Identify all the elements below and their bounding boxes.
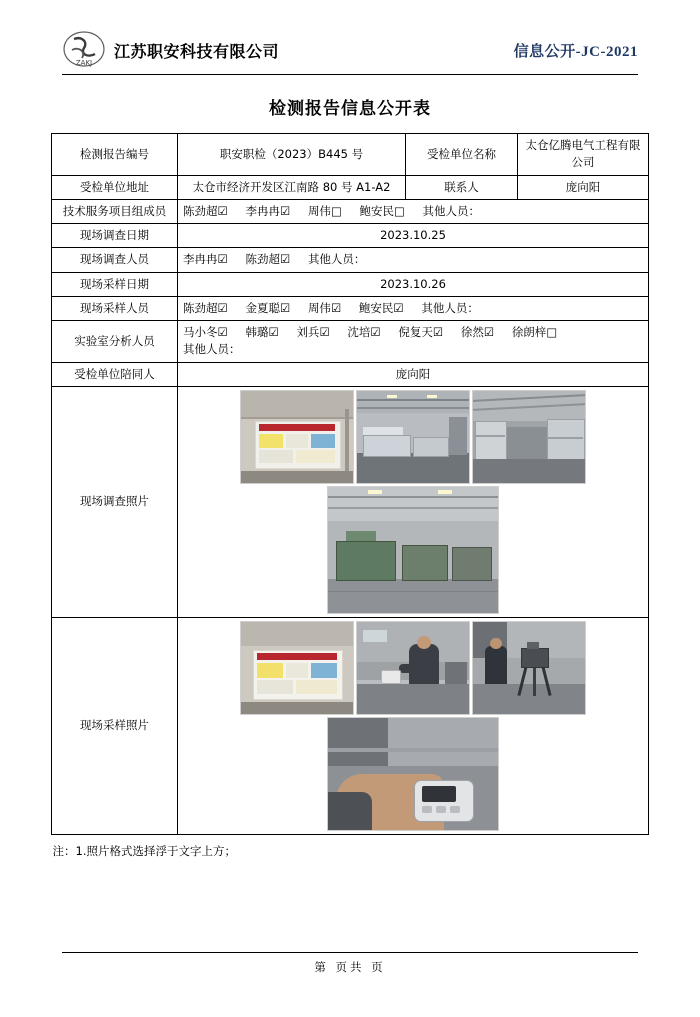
team-label: 技术服务项目组成员 [52,199,178,223]
table-row-survey-photos [52,386,649,617]
client-addr-value: 太仓市经济开发区江南路 80 号 A1-A2 [178,175,406,199]
survey-date-value: 2023.10.25 [178,224,649,248]
sampling-person-1: 金夏聪☑ [245,300,291,315]
photo-survey-workshop-panels [356,390,470,484]
photo-sampling-tripod-instrument [472,621,586,715]
page-number: 第 页共 页 [314,960,386,974]
lab-people-line-2 [183,341,643,358]
team-members-cell [178,199,649,223]
lab-person-2: 刘兵☑ [296,325,330,339]
lab-person-3: 沈培☑ [347,325,381,339]
table-row [52,248,649,272]
document-header [62,28,638,74]
contact-label: 联系人 [406,175,518,199]
page-title: 检测报告信息公开表 [269,99,431,119]
photo-survey-notice-board [240,390,354,484]
table-row [52,224,649,248]
survey-date-label: 现场调查日期 [52,224,178,248]
team-member-1: 李冉冉☑ [245,203,291,218]
table-row [52,272,649,296]
footer-divider [62,952,638,953]
lab-person-6: 徐朗梓□ [511,325,558,339]
survey-people-cell [178,248,649,272]
sampling-date-label: 现场采样日期 [52,272,178,296]
company-name: 江苏职安科技有限公司 [114,41,280,61]
survey-photos-cell [178,386,649,617]
survey-person-1: 陈劲超☑ [245,252,291,267]
report-no-label: 检测报告编号 [52,134,178,176]
sampling-person-2: 周伟☑ [307,300,342,315]
header-divider [62,74,638,75]
lab-people-label: 实验室分析人员 [52,321,178,363]
report-no-value: 职安职检（2023）B445 号 [178,134,406,176]
photo-sampling-worker-bench [356,621,470,715]
survey-person-0: 李冉冉☑ [183,252,228,267]
page-footer [62,952,638,975]
sampling-other-label: 其他人员： [421,300,479,315]
photo-survey-machines [327,486,499,614]
photo-survey-workshop-aisle [472,390,586,484]
table-footnote: 注：1.照片格式选择浮于文字上方； [52,843,236,858]
accompany-label: 受检单位陪同人 [52,362,178,386]
client-name-value: 太仓亿腾电气工程有限公司 [518,134,649,176]
report-info-table [51,133,649,835]
table-row [52,362,649,386]
table-row [52,175,649,199]
survey-people-label: 现场调查人员 [52,248,178,272]
sampling-people-cell [178,296,649,320]
document-code: 信息公开-JC-2021 [513,43,638,60]
svg-text:ZAKJ: ZAKJ [75,59,93,67]
lab-person-1: 韩璐☑ [245,325,279,339]
lab-people-line-1 [183,324,643,341]
survey-other-label: 其他人员： [307,252,366,267]
client-addr-label: 受检单位地址 [52,175,178,199]
sampling-person-3: 鲍安民☑ [358,300,404,315]
team-member-0: 陈劲超☑ [183,203,228,218]
table-row-sampling-photos [52,617,649,834]
table-row [52,134,649,176]
sampling-date-value: 2023.10.26 [178,272,649,296]
lab-person-4: 倪复天☑ [398,325,444,339]
team-other-label: 其他人员： [422,203,480,218]
document-page [0,28,700,1017]
table-row [52,321,649,363]
survey-photos-label: 现场调查照片 [52,386,178,617]
sampling-people-label: 现场采样人员 [52,296,178,320]
lab-people-cell [178,321,649,363]
client-name-label: 受检单位名称 [406,134,518,176]
brand [62,30,279,70]
table-row [52,296,649,320]
contact-value: 庞向阳 [518,175,649,199]
sampling-photos-label: 现场采样照片 [52,617,178,834]
team-member-3: 鲍安民□ [359,203,405,218]
team-member-2: 周伟□ [307,203,342,218]
lab-other-label: 其他人员： [183,342,241,357]
accompany-value: 庞向阳 [178,362,649,386]
photo-sampling-hand-meter [327,717,499,831]
table-row [52,199,649,223]
sampling-photos-cell [178,617,649,834]
company-logo-icon [62,30,106,70]
sampling-person-0: 陈劲超☑ [183,300,228,315]
photo-sampling-notice-board [240,621,354,715]
lab-person-5: 徐然☑ [460,325,495,339]
lab-person-0: 马小冬☑ [183,325,228,339]
